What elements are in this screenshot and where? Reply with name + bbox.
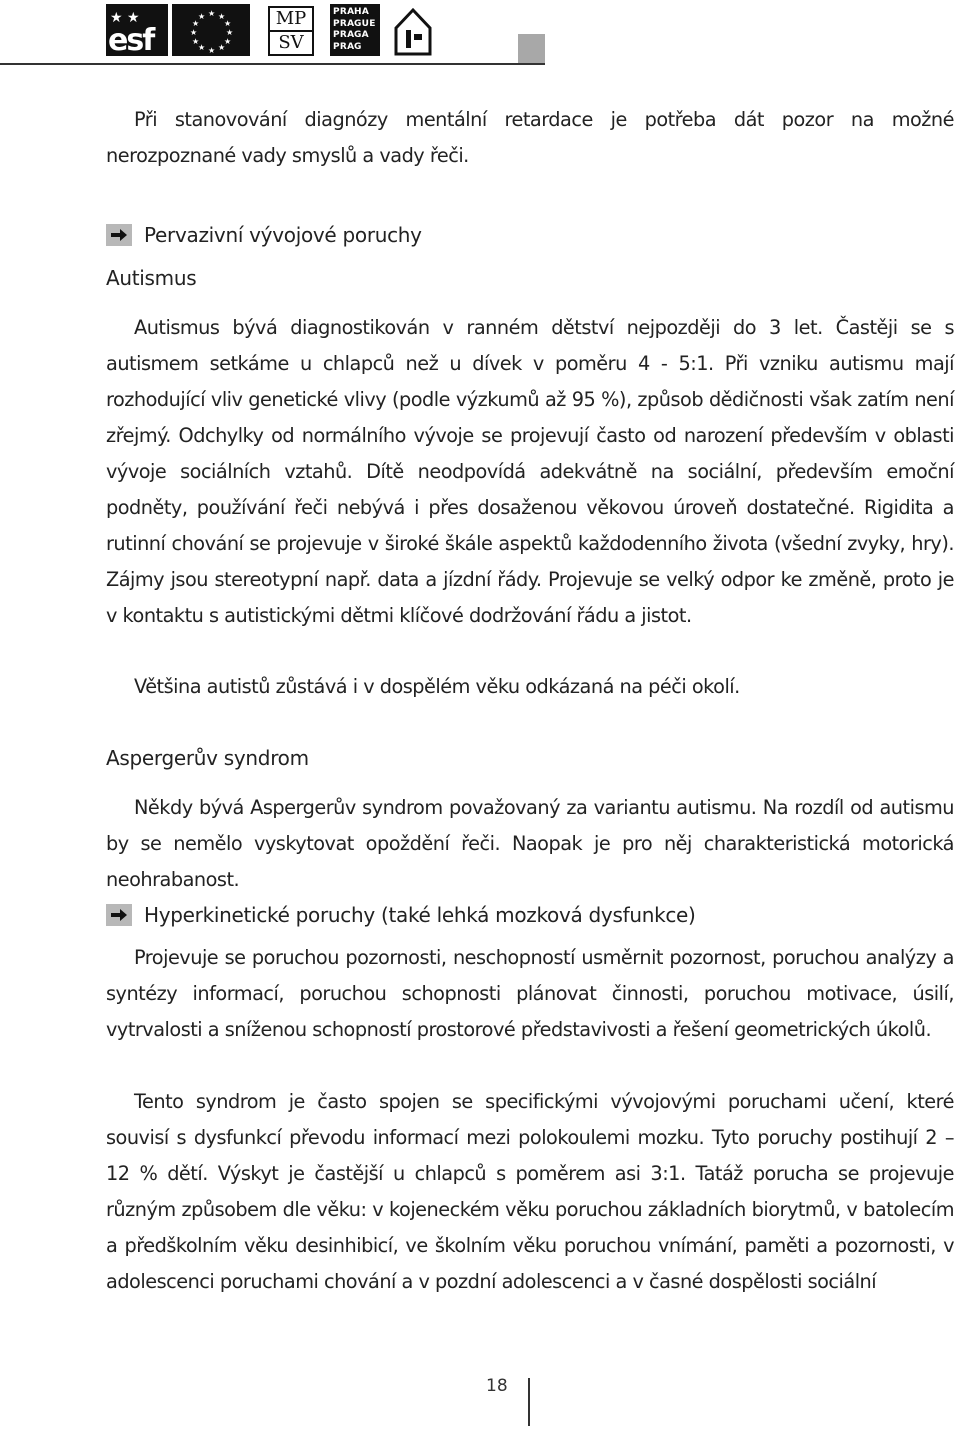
paragraph-intro: Při stanovování diagnózy mentální retardace je potřeba dát pozor na možné nerozpoznané vady smyslů a vady řeči. — [106, 108, 954, 167]
arrow-icon — [106, 904, 132, 926]
praha-logo — [330, 4, 380, 56]
praha-cell: GA — [354, 30, 369, 40]
praha-cell: HA — [354, 7, 370, 17]
esf-logo-text: esf — [108, 23, 154, 58]
svg-text:★: ★ — [208, 9, 216, 18]
esf-logo — [106, 4, 168, 56]
section-heading-text: Pervazivní vývojové poruchy — [144, 223, 422, 247]
svg-text:★: ★ — [192, 37, 200, 46]
eu-flag-logo — [172, 4, 250, 56]
svg-text:★ ★: ★ ★ — [110, 10, 140, 26]
svg-text:★: ★ — [224, 37, 232, 46]
subheading-asperger: Aspergerův syndrom — [106, 746, 309, 770]
page-number: 18 — [486, 1376, 508, 1396]
paragraph-syndrome: Tento syndrom je často spojen se specifickými vývojovými poruchami učení, které souvisí s dysfunkcí převodu informací mezi polokoulemi mozku. Tyto poruchy postihují 2 – 12 % dětí. Výskyt je častější u chlapců s poměrem asi 3:1. Tatáž porucha se projevuje různým způsobem dle věku: v kojeneckém věku poruchou základních biorytmů, v batolecím a předškolním věku desinhibicí, ve školním věku poruchou vnímání, paměti a pozornosti, v adolescenci poruchami chování a v pozdní adolescenci a v časné dospělosti sociální — [106, 1090, 954, 1293]
svg-text:★: ★ — [218, 12, 226, 21]
praha-cell: PRA — [333, 30, 355, 40]
paragraph-adults: Většina autistů zůstává i v dospělém věku odkázaná na péči okolí. — [134, 675, 740, 698]
mpsv-logo-top: MP — [268, 6, 314, 32]
section-heading-pervasive — [106, 221, 422, 249]
footer-divider — [528, 1378, 530, 1426]
praha-cell: PRA — [333, 7, 355, 17]
praha-cell: PRA — [333, 18, 355, 29]
svg-text:★: ★ — [190, 28, 198, 37]
arrow-icon — [106, 224, 132, 246]
house-icon — [392, 4, 434, 56]
praha-cell: G — [354, 41, 362, 52]
svg-text:★: ★ — [198, 12, 206, 21]
svg-text:★: ★ — [208, 46, 216, 55]
section-heading-text: Hyperkinetické poruchy (také lehká mozková dysfunkce) — [144, 903, 696, 927]
paragraph-asperger: Někdy bývá Aspergerův syndrom považovaný za variantu autismu. Na rozdíl od autismu by se nemělo vyskytovat opoždění řeči. Naopak je pro něj charakteristická motorická neohrabanost. — [106, 796, 954, 891]
section-heading-hyperkinetic — [106, 901, 696, 929]
page-header — [0, 0, 960, 66]
house-logo — [392, 4, 434, 56]
praha-cell: PRA — [333, 41, 355, 52]
svg-text:★: ★ — [198, 43, 206, 52]
header-accent-square — [518, 34, 545, 63]
subheading-autismus: Autismus — [106, 266, 197, 290]
header-divider — [0, 63, 545, 65]
eu-stars-icon — [172, 4, 250, 56]
paragraph-autismus: Autismus bývá diagnostikován v ranném dětství nejpozději do 3 let. Častěji se s autismem setkáme u chlapců než u dívek v poměru 4 - 5:1. Při vzniku autismu mají rozhodující vliv genetické vlivy (podle výzkumů až 95 %), způsob dědičnosti však zatím není zřejmý. Odchylky od normálního vývoje se projevují často od narození především v oblasti vývoje sociálních vztahů. Dítě neodpovídá adekvátně na sociální, především emoční podněty, používání řeči nebývá i přes dosaženou věkovou úroveň dostatečné. Rigidita a rutinní chování se projevuje v široké škále aspektů každodenního života (všední zvyky, hry). Zájmy jsou stereotypní např. data a jízdní řády. Projevuje se velký odpor ke změně, proto je v kontaktu s autistickými dětmi klíčové dodržování řádu a jistot. — [106, 316, 954, 627]
svg-text:★: ★ — [192, 19, 200, 28]
svg-text:★: ★ — [218, 43, 226, 52]
paragraph-hyperkinetic: Projevuje se poruchou pozornosti, neschopností usměrnit pozornost, poruchou analýzy a syntézy informací, poruchou schopnosti plánovat činnosti, poruchou motivace, úsilí, vytrvalosti a sníženou schopností prostorové představivosti a řešení geometrických úkolů. — [106, 946, 954, 1041]
praha-cell: GUE — [354, 18, 376, 29]
svg-text:★: ★ — [226, 28, 234, 37]
mpsv-logo-bottom: SV — [268, 30, 314, 56]
svg-text:★: ★ — [224, 19, 232, 28]
